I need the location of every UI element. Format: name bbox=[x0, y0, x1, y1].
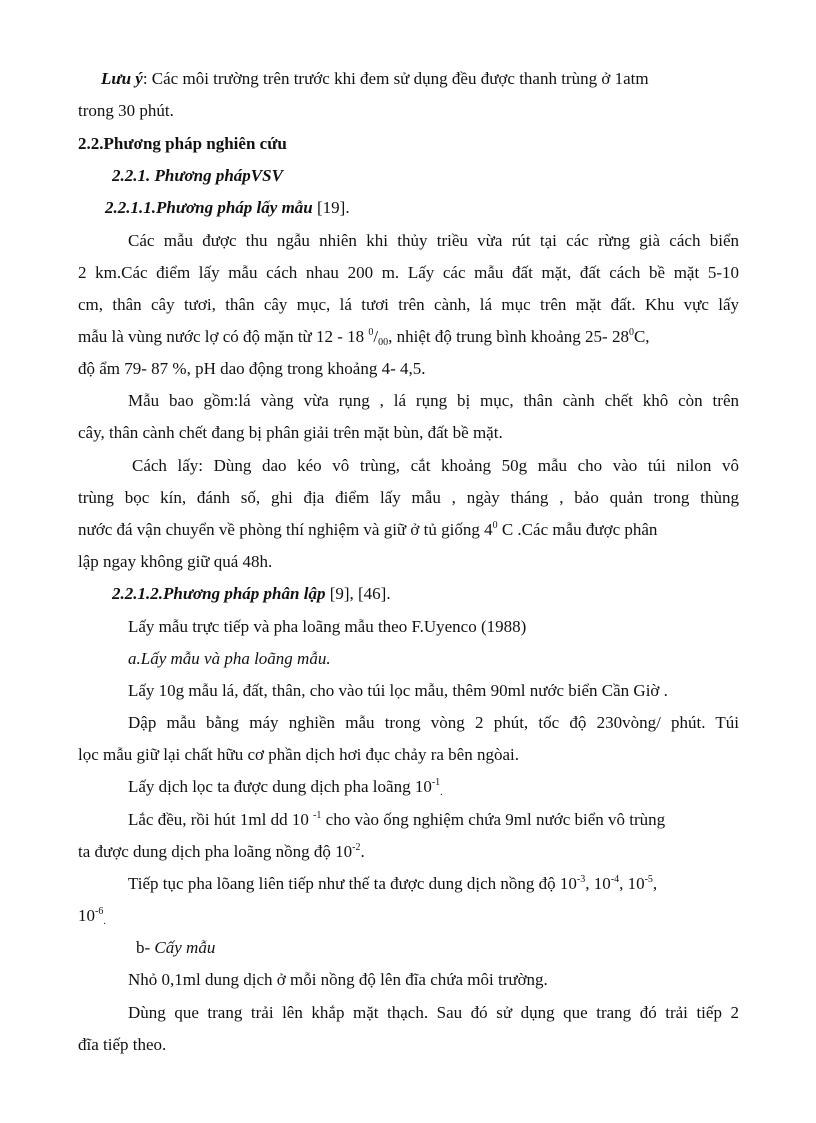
p9-e: . bbox=[103, 916, 106, 927]
p3-line-3 bbox=[78, 520, 657, 543]
p1-line-4-c: , nhiệt độ trung bình khoảng 25- 28 bbox=[388, 327, 629, 346]
p11-line-2: đĩa tiếp theo. bbox=[78, 1035, 167, 1054]
p1-line-4-sup2: 0 bbox=[628, 327, 634, 338]
heading-2-2-1-1-ref: [19]. bbox=[312, 198, 350, 217]
heading-2-2-1-2 bbox=[112, 584, 391, 604]
p1-line-2: 2 km.Các điểm lấy mẫu cách nhau 200 m. Lấy các mẫu đất mặt, đất cách bề mặt 5-10 bbox=[78, 263, 739, 282]
heading-2-2-1-1 bbox=[105, 198, 350, 218]
p8-line-2-sup: -2 bbox=[352, 842, 361, 853]
p9-s2: -4 bbox=[610, 874, 620, 885]
p5-line: Lấy 10g mẫu lá, đất, thân, cho vào túi lọc mẫu, thêm 90ml nước biển Cần Giờ . bbox=[128, 681, 668, 700]
heading-2-2-1: 2.2.1. Phương phápVSV bbox=[112, 166, 283, 185]
heading-2-2-1-2-ref: [9], [46]. bbox=[325, 584, 391, 603]
p8-line-1-sup: -1 bbox=[313, 810, 322, 821]
heading-a: a.Lấy mẫu và pha loãng mẫu. bbox=[128, 649, 331, 668]
p8-line-1-a: Lắc đều, rồi hút 1ml dd 10 bbox=[128, 810, 314, 829]
note-label: Lưu ý bbox=[101, 69, 143, 88]
p8-line-2-a: ta được dung dịch pha loãng nồng độ 10 bbox=[78, 842, 353, 861]
p1-line-4-a: mẫu là vùng nước lợ có độ mặn từ 12 - 18 bbox=[78, 327, 369, 346]
p2-line-1: Mẫu bao gồm:lá vàng vừa rụng , lá rụng bị mục, thân cành chết khô còn trên bbox=[128, 391, 739, 410]
p9-s3: -5 bbox=[644, 874, 653, 885]
p1-line-5: độ ẩm 79- 87 %, pH dao động trong khoảng 4- 4,5. bbox=[78, 359, 426, 378]
p9-line-1 bbox=[128, 874, 657, 897]
p9-c: , 10 bbox=[619, 874, 645, 893]
heading-b bbox=[136, 938, 215, 958]
p1-line-1: Các mẫu được thu ngẫu nhiên khi thủy triều vừa rút tại các rừng già cách biển bbox=[128, 231, 739, 250]
heading-2-2-1-1-title: 2.2.1.1.Phương pháp lấy mẫu bbox=[105, 198, 313, 217]
p3-line-3-b: C .Các mẫu được phân bbox=[497, 520, 658, 539]
p3-line-1: Cách lấy: Dùng dao kéo vô trùng, cắt khoảng 50g mẫu cho vào túi nilon vô bbox=[132, 456, 739, 475]
note-line-2: trong 30 phút. bbox=[78, 101, 174, 120]
heading-b-title: Cấy mẫu bbox=[154, 938, 216, 957]
p3-line-3-a: nước đá vận chuyển về phòng thí nghiệm và giữ ở tủ giống 4 bbox=[78, 520, 493, 539]
p7-end: . bbox=[440, 787, 443, 798]
p6-line-1: Dập mẫu bằng máy nghiền mẫu trong vòng 2 phút, tốc độ 230vòng/ phút. Túi bbox=[128, 713, 739, 732]
p9-s4: -6 bbox=[95, 906, 104, 917]
p9-d: , bbox=[652, 874, 658, 893]
p1-line-4 bbox=[78, 327, 650, 350]
p1-line-4-d: C, bbox=[633, 327, 650, 346]
heading-b-prefix: b- bbox=[136, 938, 155, 957]
p4-line: Lấy mẫu trực tiếp và pha loãng mẫu theo F.Uyenco (1988) bbox=[128, 617, 527, 636]
p9-b: , 10 bbox=[585, 874, 611, 893]
p2-line-2: cây, thân cành chết đang bị phân giải trên mặt bùn, đất bề mặt. bbox=[78, 423, 503, 442]
heading-2-2: 2.2.Phương pháp nghiên cứu bbox=[78, 134, 287, 153]
p8-line-2 bbox=[78, 842, 365, 865]
p11-line-1: Dùng que trang trải lên khắp mặt thạch. Sau đó sử dụng que trang đó trải tiếp 2 bbox=[128, 1003, 739, 1022]
p3-line-4: lập ngay không giữ quá 48h. bbox=[78, 552, 273, 571]
p3-line-2: trùng bọc kín, đánh số, ghi địa điểm lấy mẫu , ngày tháng , bảo quản trong thùng bbox=[78, 488, 739, 507]
p7-text: Lấy dịch lọc ta được dung dịch pha loãng 10 bbox=[128, 777, 432, 796]
p6-line-2: lọc mẫu giữ lại chất hữu cơ phần dịch hơi đục chảy ra bên ngòai. bbox=[78, 745, 519, 764]
p1-line-4-sup1: 0 bbox=[368, 327, 374, 338]
p1-line-4-sub: 00 bbox=[378, 337, 389, 348]
note-text: : Các môi trường trên trước khi đem sử dụng đều được thanh trùng ở 1atm bbox=[142, 69, 649, 88]
p8-line-1 bbox=[128, 810, 665, 833]
p1-line-4-b: / bbox=[373, 327, 379, 346]
p7-sup: -1 bbox=[431, 777, 441, 788]
p8-line-2-b: . bbox=[360, 842, 365, 861]
p9-s1: -3 bbox=[576, 874, 586, 885]
p9-line-2 bbox=[78, 906, 106, 929]
p9-l2: 10 bbox=[78, 906, 95, 925]
p9-a: Tiếp tục pha lõang liên tiếp như thế ta được dung dịch nồng độ 10 bbox=[128, 874, 577, 893]
p8-line-1-b: cho vào ống nghiệm chứa 9ml nước biển vô trùng bbox=[321, 810, 666, 829]
p3-line-3-sup: 0 bbox=[492, 520, 498, 531]
p7-line bbox=[128, 777, 443, 800]
heading-2-2-1-2-title: 2.2.1.2.Phương pháp phân lập bbox=[112, 584, 326, 603]
p10-line: Nhỏ 0,1ml dung dịch ở mỗi nồng độ lên đĩa chứa môi trường. bbox=[128, 970, 548, 989]
p1-line-3: cm, thân cây tươi, thân cây mục, lá tươi trên cành, lá mục trên mặt đất. Khu vực lấy bbox=[78, 295, 739, 314]
note-line-1 bbox=[101, 69, 649, 89]
